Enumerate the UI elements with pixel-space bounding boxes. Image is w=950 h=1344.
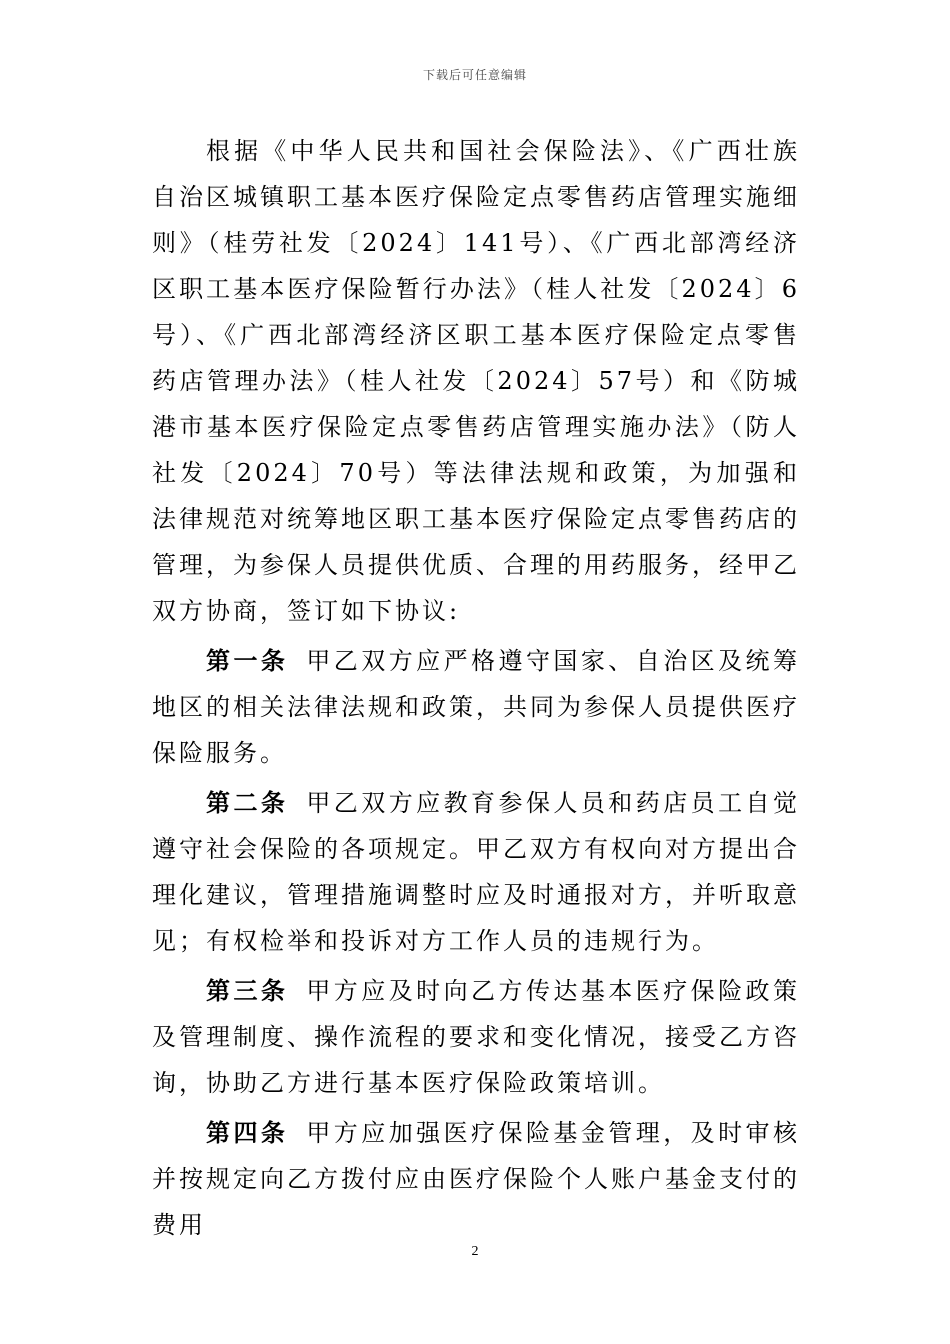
document-body (152, 128, 800, 1252)
article-text: 甲方应及时向乙方传达基本医疗保险政策及管理制度、操作流程的要求和变化情况，接受乙方咨询，协助乙方进行基本医疗保险政策培训。 (152, 977, 801, 1097)
article-paragraph (152, 780, 800, 964)
page-number: 2 (471, 1244, 479, 1259)
article-text: 甲乙双方应教育参保人员和药店员工自觉遵守社会保险的各项规定。甲乙双方有权向对方提出合理化建议，管理措施调整时应及时通报对方，并听取意见；有权检举和投诉对方工作人员的违规行为。 (152, 789, 801, 955)
article-paragraph (152, 638, 800, 776)
article-number: 第二条 (206, 788, 289, 817)
intro-paragraph: 根据《中华人民共和国社会保险法》、《广西壮族自治区城镇职工基本医疗保险定点零售药店管理实施细则》（桂劳社发〔2024〕141号）、《广西北部湾经济区职工基本医疗保险暂行办法》（桂人社发〔2024〕6号）、《广西北部湾经济区职工基本医疗保险定点零售药店管理办法》（桂人社发〔2024〕57号）和《防城港市基本医疗保险定点零售药店管理实施办法》（防人社发〔2024〕70号）等法律法规和政策，为加强和法律规范对统筹地区职工基本医疗保险定点零售药店的管理，为参保人员提供优质、合理的用药服务，经甲乙双方协商，签订如下协议: (152, 137, 800, 625)
article-number: 第四条 (206, 1118, 289, 1147)
article-text: 甲乙双方应严格遵守国家、自治区及统筹地区的相关法律法规和政策，共同为参保人员提供医疗保险服务。 (152, 647, 801, 767)
article-number: 第三条 (206, 976, 289, 1005)
article-paragraph (152, 1110, 800, 1248)
article-paragraph (152, 968, 800, 1106)
article-text: 甲方应加强医疗保险基金管理，及时审核并按规定向乙方拨付应由医疗保险个人账户基金支付的费用 (152, 1119, 801, 1239)
article-number: 第一条 (206, 646, 289, 675)
header-note: 下载后可任意编辑 (422, 68, 527, 82)
